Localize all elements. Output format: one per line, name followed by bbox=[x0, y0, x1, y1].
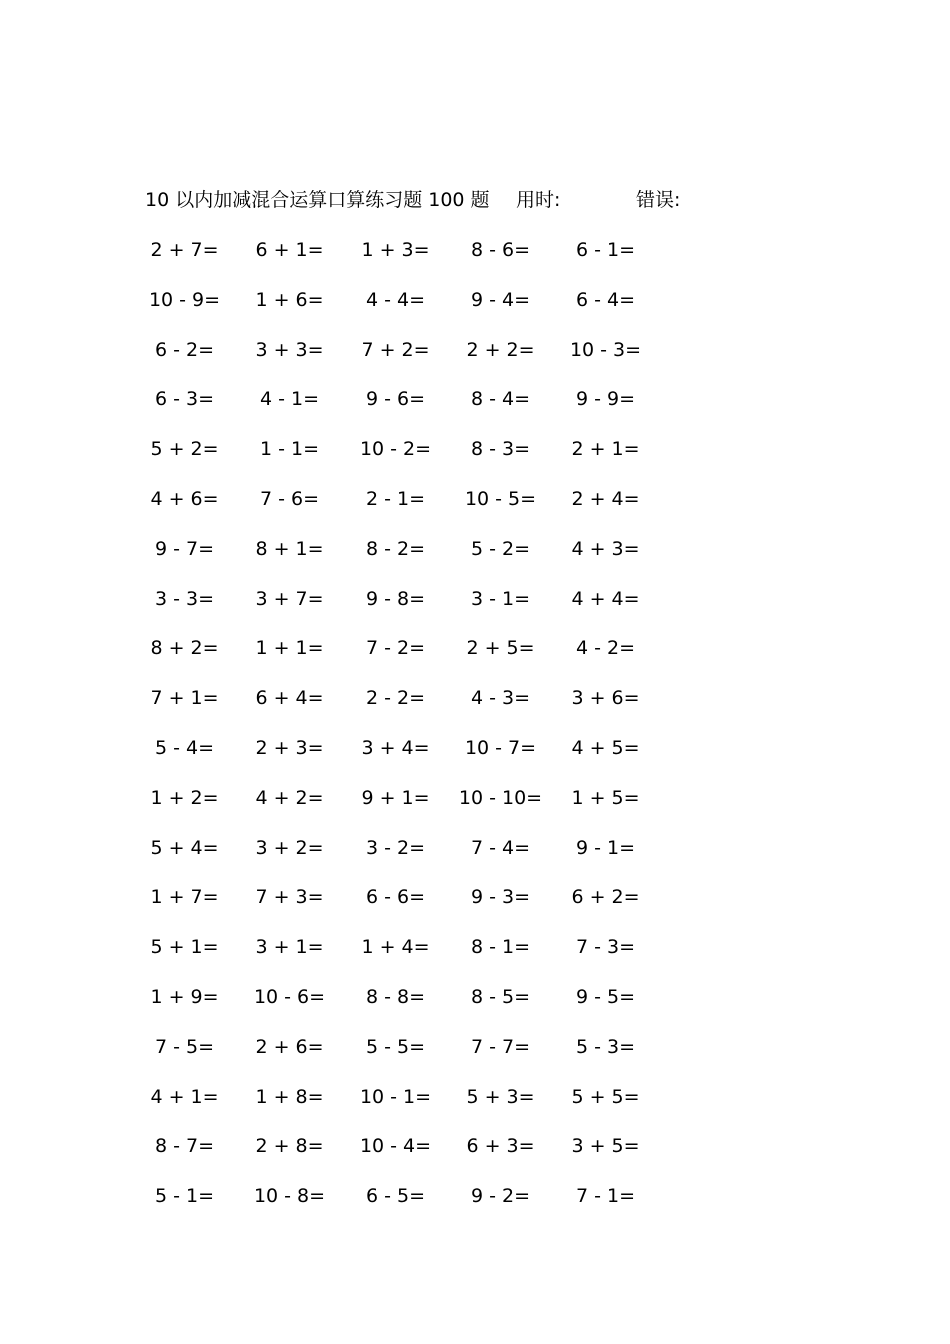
math-problem: 6 - 6= bbox=[365, 886, 426, 909]
problem-row bbox=[0, 1032, 950, 1062]
math-problem: 7 - 2= bbox=[365, 637, 426, 660]
math-problem: 6 + 4= bbox=[255, 687, 324, 710]
math-problem: 8 - 7= bbox=[154, 1135, 215, 1158]
math-problem: 9 - 7= bbox=[154, 537, 215, 560]
math-problem: 10 - 3= bbox=[569, 338, 642, 361]
problem-row bbox=[0, 1181, 950, 1211]
math-problem: 10 - 5= bbox=[464, 488, 537, 510]
math-problem: 2 + 7= bbox=[150, 239, 219, 261]
math-problem: 1 + 8= bbox=[255, 1085, 324, 1108]
math-problem: 8 + 1= bbox=[255, 537, 324, 560]
math-problem: 9 - 4= bbox=[470, 288, 531, 311]
math-problem: 1 + 9= bbox=[150, 986, 219, 1008]
problem-row bbox=[0, 1131, 950, 1161]
math-problem: 3 - 3= bbox=[154, 587, 215, 610]
math-problem: 8 + 2= bbox=[150, 637, 219, 660]
problem-row bbox=[0, 982, 950, 1012]
problem-row bbox=[0, 932, 950, 962]
math-problem: 10 - 2= bbox=[359, 438, 432, 461]
math-problem: 7 - 5= bbox=[154, 1035, 215, 1058]
problem-row bbox=[0, 683, 950, 713]
math-problem: 9 - 9= bbox=[575, 388, 636, 411]
math-problem: 2 + 3= bbox=[255, 737, 324, 759]
math-problem: 1 + 4= bbox=[361, 936, 430, 959]
problem-row bbox=[0, 733, 950, 763]
math-problem: 2 + 5= bbox=[466, 637, 535, 660]
worksheet-title: 10 以内加减混合运算口算练习题 100 题 bbox=[145, 189, 490, 211]
math-problem: 10 - 9= bbox=[148, 288, 221, 311]
math-problem: 1 + 1= bbox=[255, 637, 324, 660]
error-label: 错误: bbox=[636, 189, 681, 211]
math-problem: 3 - 2= bbox=[365, 836, 426, 859]
math-problem: 10 - 6= bbox=[253, 986, 326, 1008]
math-problem: 4 + 6= bbox=[150, 488, 219, 510]
problem-row bbox=[0, 584, 950, 614]
math-problem: 8 - 4= bbox=[470, 388, 531, 411]
math-problem: 2 - 2= bbox=[365, 687, 426, 710]
math-problem: 3 - 1= bbox=[470, 587, 531, 610]
math-problem: 4 + 5= bbox=[571, 737, 640, 759]
math-problem: 9 - 2= bbox=[470, 1185, 531, 1208]
math-problem: 7 - 6= bbox=[259, 488, 320, 510]
math-problem: 9 - 8= bbox=[365, 587, 426, 610]
problem-row bbox=[0, 235, 950, 265]
math-problem: 4 + 2= bbox=[255, 786, 324, 809]
math-problem: 7 + 2= bbox=[361, 338, 430, 361]
math-problem: 6 - 4= bbox=[575, 288, 636, 311]
math-problem: 1 + 2= bbox=[150, 786, 219, 809]
math-problem: 7 - 3= bbox=[575, 936, 636, 959]
problem-row bbox=[0, 534, 950, 564]
math-problem: 2 - 1= bbox=[365, 488, 426, 510]
math-problem: 4 + 3= bbox=[571, 537, 640, 560]
math-problem: 5 + 3= bbox=[466, 1085, 535, 1108]
math-problem: 1 + 7= bbox=[150, 886, 219, 909]
problem-row bbox=[0, 783, 950, 813]
math-problem: 10 - 4= bbox=[359, 1135, 432, 1158]
math-problem: 9 - 1= bbox=[575, 836, 636, 859]
math-problem: 4 - 1= bbox=[259, 388, 320, 411]
math-problem: 6 + 3= bbox=[466, 1135, 535, 1158]
math-problem: 6 + 2= bbox=[571, 886, 640, 909]
math-problem: 2 + 6= bbox=[255, 1035, 324, 1058]
problem-row bbox=[0, 633, 950, 663]
problem-row bbox=[0, 484, 950, 514]
math-problem: 3 + 1= bbox=[255, 936, 324, 959]
math-problem: 10 - 1= bbox=[359, 1085, 432, 1108]
math-problem: 5 + 4= bbox=[150, 836, 219, 859]
math-problem: 1 + 3= bbox=[361, 239, 430, 261]
math-problem: 3 + 6= bbox=[571, 687, 640, 710]
problem-row bbox=[0, 833, 950, 863]
math-problem: 10 - 8= bbox=[253, 1185, 326, 1208]
math-problem: 9 + 1= bbox=[361, 786, 430, 809]
math-problem: 10 - 7= bbox=[464, 737, 537, 759]
math-problem: 5 + 1= bbox=[150, 936, 219, 959]
math-problem: 8 - 5= bbox=[470, 986, 531, 1008]
problem-row bbox=[0, 434, 950, 464]
math-problem: 6 - 2= bbox=[154, 338, 215, 361]
math-problem: 5 - 1= bbox=[154, 1185, 215, 1208]
problem-row bbox=[0, 882, 950, 912]
math-problem: 8 - 2= bbox=[365, 537, 426, 560]
math-problem: 3 + 5= bbox=[571, 1135, 640, 1158]
math-problem: 4 - 2= bbox=[575, 637, 636, 660]
math-problem: 9 - 3= bbox=[470, 886, 531, 909]
math-problem: 6 - 1= bbox=[575, 239, 636, 261]
math-problem: 7 + 3= bbox=[255, 886, 324, 909]
problem-row bbox=[0, 285, 950, 315]
math-problem: 4 + 1= bbox=[150, 1085, 219, 1108]
math-problem: 5 - 2= bbox=[470, 537, 531, 560]
math-problem: 5 - 4= bbox=[154, 737, 215, 759]
problem-row bbox=[0, 384, 950, 414]
math-problem: 3 + 4= bbox=[361, 737, 430, 759]
math-problem: 2 + 1= bbox=[571, 438, 640, 461]
math-problem: 2 + 8= bbox=[255, 1135, 324, 1158]
math-problem: 1 - 1= bbox=[259, 438, 320, 461]
math-problem: 4 - 4= bbox=[365, 288, 426, 311]
problem-row bbox=[0, 1082, 950, 1112]
math-problem: 8 - 6= bbox=[470, 239, 531, 261]
math-problem: 4 + 4= bbox=[571, 587, 640, 610]
time-label: 用时: bbox=[516, 189, 561, 211]
math-problem: 9 - 6= bbox=[365, 388, 426, 411]
math-problem: 8 - 8= bbox=[365, 986, 426, 1008]
problem-row bbox=[0, 335, 950, 365]
math-problem: 5 + 5= bbox=[571, 1085, 640, 1108]
math-problem: 4 - 3= bbox=[470, 687, 531, 710]
math-problem: 5 - 5= bbox=[365, 1035, 426, 1058]
math-problem: 7 - 1= bbox=[575, 1185, 636, 1208]
math-problem: 3 + 3= bbox=[255, 338, 324, 361]
math-problem: 2 + 4= bbox=[571, 488, 640, 510]
math-problem: 5 + 2= bbox=[150, 438, 219, 461]
math-problem: 6 - 3= bbox=[154, 388, 215, 411]
math-problem: 2 + 2= bbox=[466, 338, 535, 361]
math-problem: 10 - 10= bbox=[458, 786, 543, 809]
math-problem: 7 - 7= bbox=[470, 1035, 531, 1058]
math-problem: 7 - 4= bbox=[470, 836, 531, 859]
math-problem: 5 - 3= bbox=[575, 1035, 636, 1058]
math-problem: 9 - 5= bbox=[575, 986, 636, 1008]
math-problem: 6 + 1= bbox=[255, 239, 324, 261]
math-problem: 6 - 5= bbox=[365, 1185, 426, 1208]
math-problem: 3 + 7= bbox=[255, 587, 324, 610]
math-problem: 8 - 3= bbox=[470, 438, 531, 461]
math-problem: 8 - 1= bbox=[470, 936, 531, 959]
math-problem: 1 + 6= bbox=[255, 288, 324, 311]
math-problem: 1 + 5= bbox=[571, 786, 640, 809]
math-problem: 7 + 1= bbox=[150, 687, 219, 710]
math-problem: 3 + 2= bbox=[255, 836, 324, 859]
